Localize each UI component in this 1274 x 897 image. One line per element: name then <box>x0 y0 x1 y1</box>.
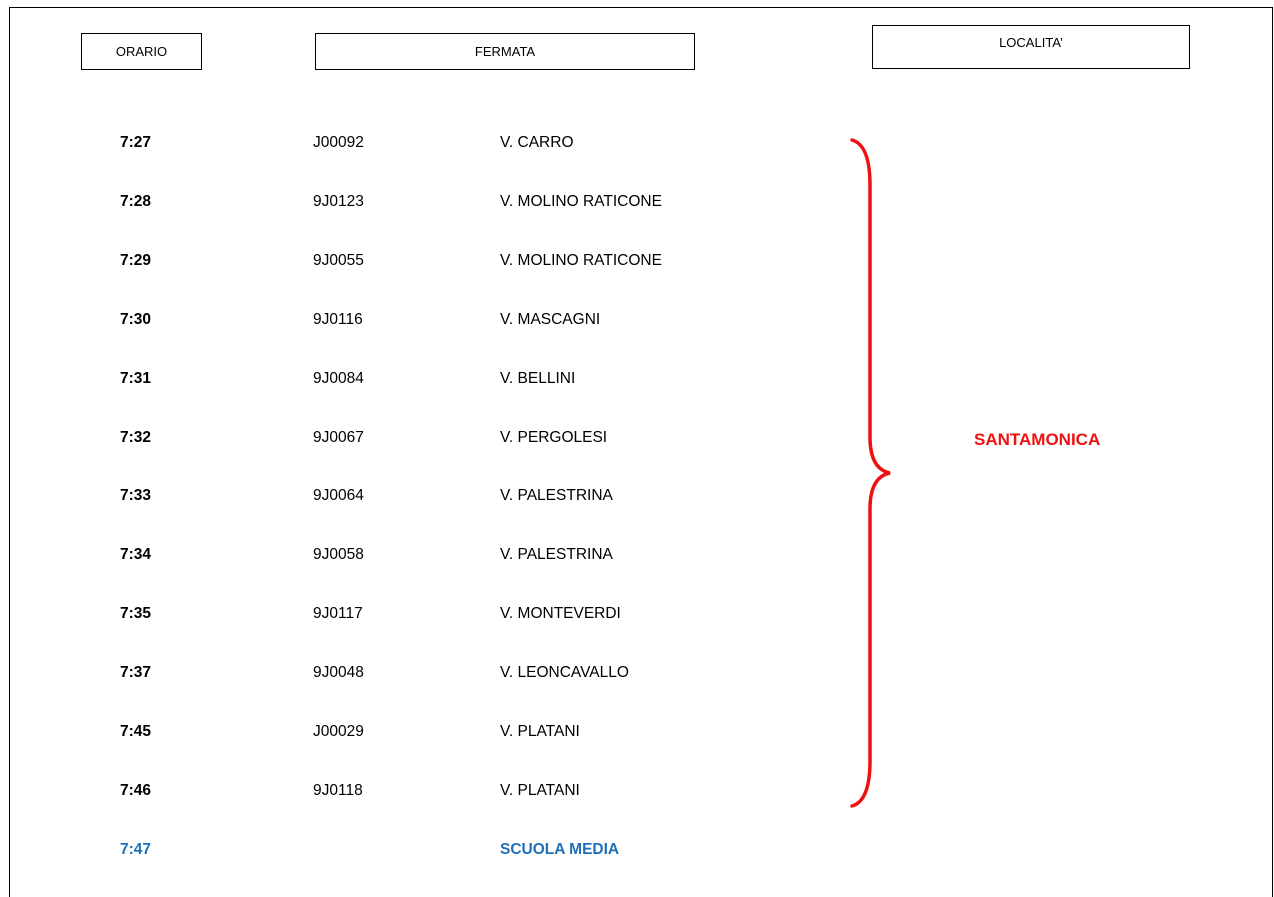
stop-code: 9J0048 <box>313 664 364 682</box>
table-row <box>0 252 1274 276</box>
header-orario <box>81 33 202 70</box>
stop-name: V. MOLINO RATICONE <box>500 192 662 210</box>
stop-time: 7:27 <box>120 134 152 151</box>
stop-time: 7:28 <box>120 192 152 210</box>
stop-code: 9J0055 <box>313 251 364 269</box>
stop-code: 9J0058 <box>313 546 364 564</box>
stop-time: 7:37 <box>120 664 152 682</box>
table-row <box>0 487 1274 511</box>
stop-code: 9J0123 <box>313 192 364 210</box>
stop-name: V. PALESTRINA <box>500 487 613 505</box>
stop-name: V. BELLINI <box>500 369 576 387</box>
stop-time: 7:29 <box>120 251 152 269</box>
stop-code: 9J0117 <box>313 605 363 623</box>
stop-time: 7:32 <box>120 428 152 446</box>
stop-time: 7:30 <box>120 310 152 328</box>
header-localita <box>872 25 1190 69</box>
stop-name: V. CARRO <box>500 134 574 151</box>
header-fermata <box>315 33 695 70</box>
table-row <box>0 782 1274 806</box>
stop-code: 9J0084 <box>313 369 364 387</box>
stop-name: V. PLATANI <box>500 723 580 740</box>
table-row <box>0 193 1274 217</box>
header-orario-label: ORARIO <box>115 44 168 59</box>
stop-name: V. LEONCAVALLO <box>500 664 629 682</box>
destination-name: SCUOLA MEDIA <box>500 840 620 858</box>
table-row <box>0 311 1274 335</box>
stop-name: V. MOLINO RATICONE <box>500 251 662 269</box>
stop-name: V. PERGOLESI <box>500 428 608 446</box>
table-row <box>0 546 1274 570</box>
table-row <box>0 664 1274 688</box>
destination-row <box>0 841 1274 865</box>
table-row <box>0 605 1274 629</box>
stop-code: 9J0067 <box>313 428 364 446</box>
stop-code: 9J0118 <box>313 781 363 799</box>
curly-brace-icon <box>840 137 900 809</box>
locality-name: SANTAMONICA <box>974 430 1101 449</box>
table-row <box>0 723 1274 747</box>
stop-name: V. PALESTRINA <box>500 546 613 564</box>
stop-code: 9J0116 <box>313 310 363 328</box>
stop-name: V. PLATANI <box>500 781 580 799</box>
table-row <box>0 370 1274 394</box>
header-fermata-label: FERMATA <box>474 44 536 59</box>
stop-time: 7:46 <box>120 781 152 799</box>
stop-time: 7:45 <box>120 723 152 740</box>
header-localita-label: LOCALITA’ <box>999 35 1063 50</box>
stop-time: 7:35 <box>120 605 152 623</box>
table-row <box>0 134 1274 158</box>
stop-code: J00092 <box>313 134 364 151</box>
destination-time: 7:47 <box>120 840 152 858</box>
stop-name: V. MASCAGNI <box>500 310 601 328</box>
stop-time: 7:34 <box>120 546 152 564</box>
stop-code: 9J0064 <box>313 487 364 505</box>
stop-time: 7:33 <box>120 487 152 505</box>
stop-code: J00029 <box>313 723 364 740</box>
stop-name: V. MONTEVERDI <box>500 605 621 623</box>
stop-time: 7:31 <box>120 369 152 387</box>
